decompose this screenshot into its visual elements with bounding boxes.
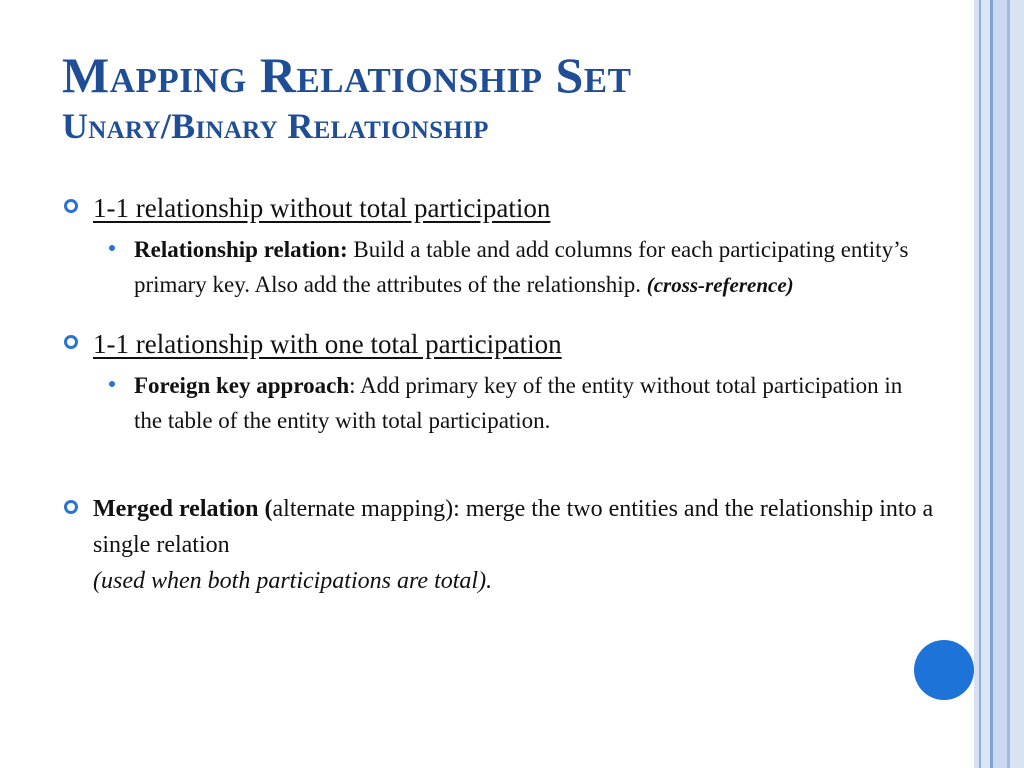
bullet-text: 1-1 relationship with one total participation [93,329,562,359]
bullet-item [64,491,944,599]
bullet-text: 1-1 relationship without total participation [93,193,551,223]
title-main: Mapping Relationship Set [62,47,632,103]
title-sub: Unary/Binary Relationship [62,106,489,146]
decor-stripe [981,0,990,768]
decor-circle [914,640,974,700]
bullet-item [64,190,944,303]
sub-bullet-bold: Relationship relation: [134,237,348,262]
bullet-bold: Merged relation ( [93,496,273,522]
sub-bullet-text: Build a table and add columns for each participating entity’s primary key. Also add the attributes of the relationship. [134,237,909,297]
bullet-text: alternate mapping): merge the two entities and the relationship into a single relation [93,496,934,558]
decor-stripe [1010,0,1024,768]
sub-bullet-bold: Foreign key approach [134,373,350,398]
ring-bullet-icon [64,500,78,514]
slide-content [64,190,944,599]
ring-bullet-icon [64,335,78,349]
dot-bullet-icon [109,381,115,387]
sub-bullet-text: : Add primary key of the entity without total participation in the table of the entity with total participation. [134,373,903,433]
sub-bullet [134,368,934,438]
bullet-item [64,326,944,438]
sub-bullet-bold-italic: (cross-reference) [646,273,794,297]
sub-bullet [134,232,934,303]
ring-bullet-icon [64,199,78,213]
dot-bullet-icon [109,245,115,251]
slide-title [62,47,632,146]
decor-stripe [993,0,1007,768]
bullet-italic: (used when both participations are total). [93,568,493,594]
